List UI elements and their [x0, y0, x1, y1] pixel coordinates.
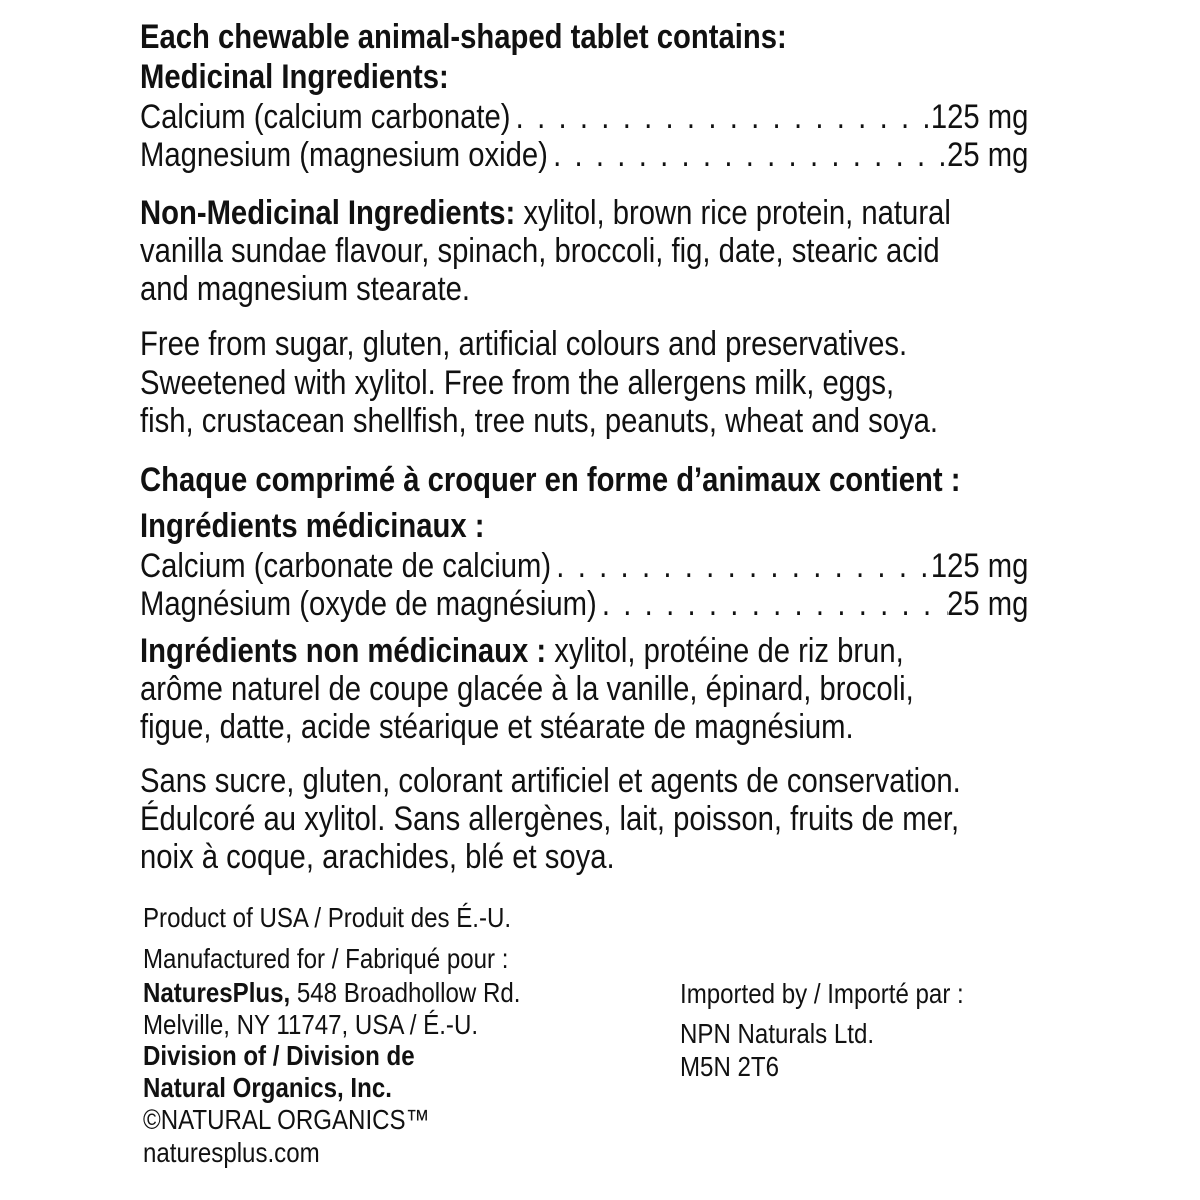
city-line: Melville, NY 11747, USA / É.-U. [143, 1009, 479, 1040]
non-medicinal-line [140, 194, 951, 232]
division-line: Division of / Division de [143, 1040, 415, 1071]
ingredient-amount: 25 mg [947, 585, 1029, 623]
product-origin: Product of USA / Produit des É.-U. [143, 902, 512, 933]
ingredient-amount: 25 mg [947, 136, 1029, 174]
importer-postal: M5N 2T6 [680, 1051, 780, 1082]
free-from-line: fish, crustacean shellfish, tree nuts, peanuts, wheat and soya. [140, 402, 939, 440]
non-medicinal-text: xylitol, brown rice protein, natural [515, 194, 951, 232]
ingredient-row [140, 136, 1028, 174]
medicinal-label: Medicinal Ingredients: [140, 58, 449, 96]
copyright: ©NATURAL ORGANICS™ [143, 1104, 430, 1135]
brand-name: NaturesPlus, [143, 977, 291, 1008]
english-heading: Each chewable animal-shaped tablet contains: [140, 18, 787, 56]
non-medicinal-line: and magnesium stearate. [140, 270, 470, 308]
french-free-line: noix à coque, arachides, blé et soya. [140, 838, 615, 876]
street: 548 Broadhollow Rd. [290, 977, 521, 1008]
ingredient-name: Magnesium (magnesium oxide) [140, 136, 548, 174]
manufactured-for: Manufactured for / Fabriqué pour : [143, 943, 509, 974]
non-medicinal-line: vanilla sundae flavour, spinach, broccoli, fig, date, stearic acid [140, 232, 940, 270]
ingredient-row [140, 98, 1028, 136]
french-non-medicinal-line [140, 632, 904, 670]
ingredient-row [140, 585, 1028, 623]
ingredient-name: Calcium (carbonate de calcium) [140, 547, 552, 585]
french-free-line: Édulcoré au xylitol. Sans allergènes, lait, poisson, fruits de mer, [140, 800, 960, 838]
manufacturer-address [143, 977, 520, 1009]
non-medicinal-label: Non-Medicinal Ingredients: [140, 194, 516, 232]
company-line: Natural Organics, Inc. [143, 1072, 392, 1103]
french-heading: Chaque comprimé à croquer en forme d’animaux contient : [140, 461, 961, 499]
free-from-line: Sweetened with xylitol. Free from the allergens milk, eggs, [140, 364, 895, 402]
french-non-medicinal-label: Ingrédients non médicinaux : [140, 632, 547, 670]
importer-name: NPN Naturals Ltd. [680, 1018, 875, 1049]
french-free-line: Sans sucre, gluten, colorant artificiel et agents de conservation. [140, 762, 961, 800]
free-from-line: Free from sugar, gluten, artificial colours and preservatives. [140, 325, 908, 363]
french-medicinal-label: Ingrédients médicinaux : [140, 507, 485, 545]
ingredient-amount: 125 mg [930, 98, 1029, 136]
ingredient-row [140, 547, 1028, 585]
website-link[interactable]: naturesplus.com [143, 1137, 320, 1168]
ingredient-amount: 125 mg [930, 547, 1029, 585]
ingredient-name: Calcium (calcium carbonate) [140, 98, 511, 136]
french-non-medicinal-text: xylitol, protéine de riz brun, [546, 632, 904, 670]
imported-by: Imported by / Importé par : [680, 978, 964, 1009]
french-non-medicinal-line: figue, datte, acide stéarique et stéarate de magnésium. [140, 708, 854, 746]
french-non-medicinal-line: arôme naturel de coupe glacée à la vanille, épinard, brocoli, [140, 670, 914, 708]
ingredient-name: Magnésium (oxyde de magnésium) [140, 585, 597, 623]
